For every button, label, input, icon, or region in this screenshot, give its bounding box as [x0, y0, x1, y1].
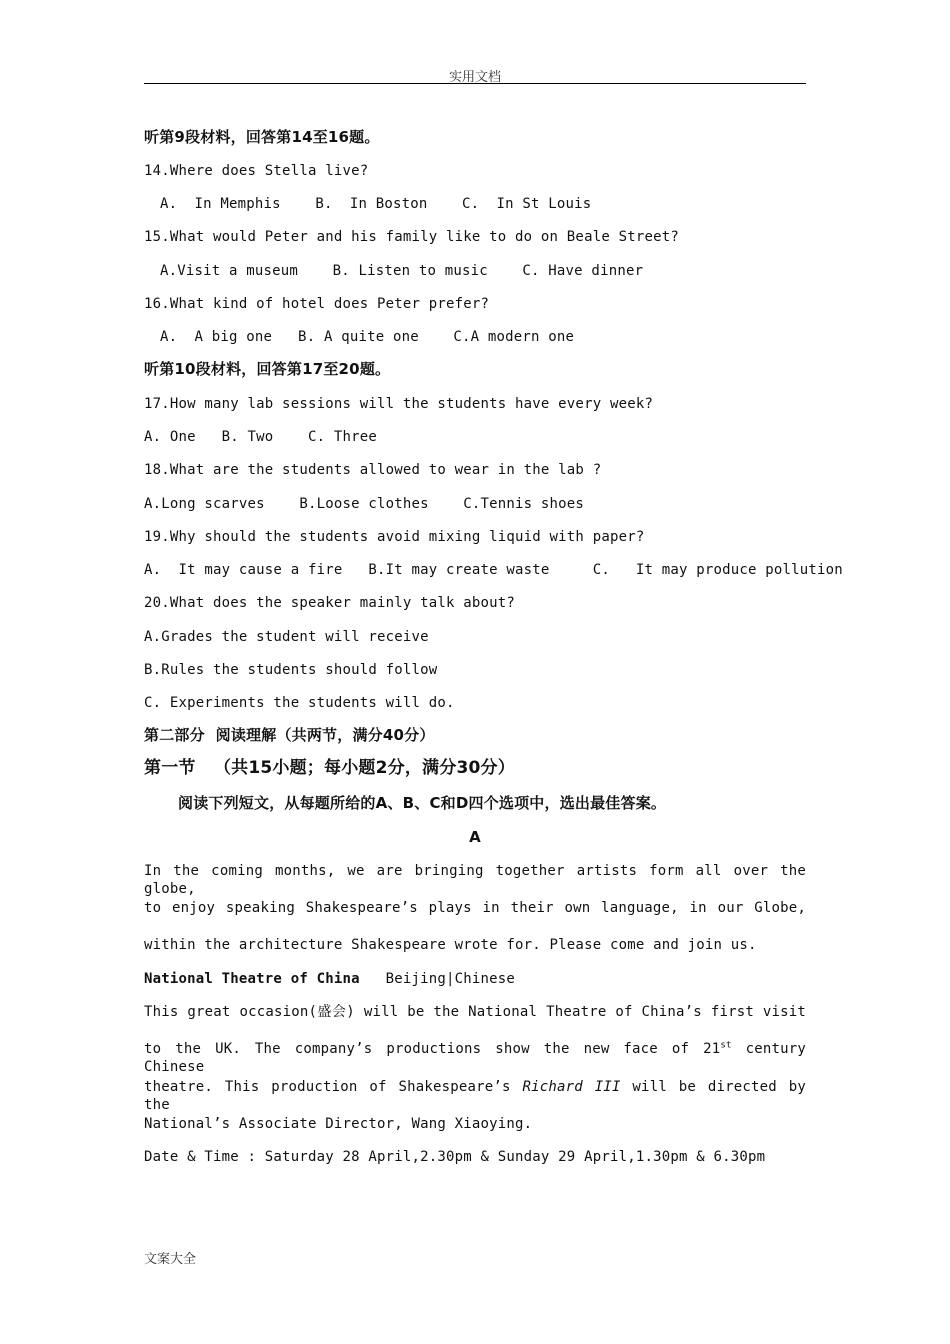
page-footer: 文案大全	[144, 1252, 197, 1267]
body-line-2-tail: century Chinese	[144, 1041, 806, 1075]
question-16-options: A. A big one B. A quite one C.A modern one	[160, 329, 575, 345]
question-18-options: A.Long scarves B.Loose clothes C.Tennis shoes	[144, 496, 585, 512]
passage-body-line-3	[144, 1078, 806, 1114]
question-17: 17.How many lab sessions will the students have every week?	[144, 396, 654, 412]
passage-label: A	[469, 828, 481, 846]
question-18: 18.What are the students allowed to wear in the lab ?	[144, 462, 602, 478]
passage-body-line-2	[144, 1040, 806, 1076]
question-20-option-a: A.Grades the student will receive	[144, 629, 429, 645]
passage-body-line-4: National’s Associate Director, Wang Xiaoying.	[144, 1116, 533, 1132]
play-title: Richard III	[522, 1079, 621, 1095]
question-15: 15.What would Peter and his family like to do on Beale Street?	[144, 229, 679, 245]
section9-heading: 听第9段材料，回答第14至16题。	[144, 128, 380, 146]
superscript-st: st	[720, 1040, 732, 1051]
theatre-name: National Theatre of China	[144, 971, 360, 987]
theatre-line	[144, 970, 515, 988]
body-line-3-tail: will be directed by the	[144, 1079, 807, 1113]
question-20-option-b: B.Rules the students should follow	[144, 662, 438, 678]
question-20-option-c: C. Experiments the students will do.	[144, 695, 455, 711]
theatre-location: Beijing|Chinese	[385, 971, 516, 987]
question-14: 14.Where does Stella live?	[144, 163, 369, 179]
question-14-options: A. In Memphis B. In Boston C. In St Louis	[160, 196, 592, 212]
passage-intro-line-2: to enjoy speaking Shakespeare’s plays in their own language, in our Globe,	[144, 900, 806, 916]
reading-instruction: 阅读下列短文，从每题所给的A、B、C和D四个选项中，选出最佳答案。	[178, 794, 667, 812]
page-header: 实用文档	[448, 70, 501, 85]
date-time: Date & Time : Saturday 28 April,2.30pm & Sunday 29 April,1.30pm & 6.30pm	[144, 1149, 766, 1165]
header-divider	[144, 83, 806, 84]
passage-body-line-1: This great occasion(盛会) will be the National Theatre of China’s first visit	[144, 1004, 806, 1020]
part2-heading: 第二部分 阅读理解（共两节，满分40分）	[144, 726, 435, 744]
question-19-options: A. It may cause a fire B.It may create waste C. It may produce pollution	[144, 562, 843, 578]
section1-heading: 第一节 （共15小题；每小题2分，满分30分）	[144, 758, 515, 778]
section10-heading: 听第10段材料，回答第17至20题。	[144, 360, 391, 378]
question-16: 16.What kind of hotel does Peter prefer?	[144, 296, 490, 312]
question-17-options: A. One B. Two C. Three	[144, 429, 377, 445]
question-15-options: A.Visit a museum B. Listen to music C. Have dinner	[160, 263, 644, 279]
question-20: 20.What does the speaker mainly talk about?	[144, 595, 516, 611]
body-line-3-text: theatre. This production of Shakespeare’s	[144, 1079, 523, 1095]
question-19: 19.Why should the students avoid mixing liquid with paper?	[144, 529, 645, 545]
passage-intro-line-1: In the coming months, we are bringing together artists form all over the globe,	[144, 863, 806, 897]
passage-intro-line-3: within the architecture Shakespeare wrote for. Please come and join us.	[144, 937, 757, 953]
body-line-2-text: to the UK. The company’s productions show the new face of 21	[144, 1041, 721, 1057]
